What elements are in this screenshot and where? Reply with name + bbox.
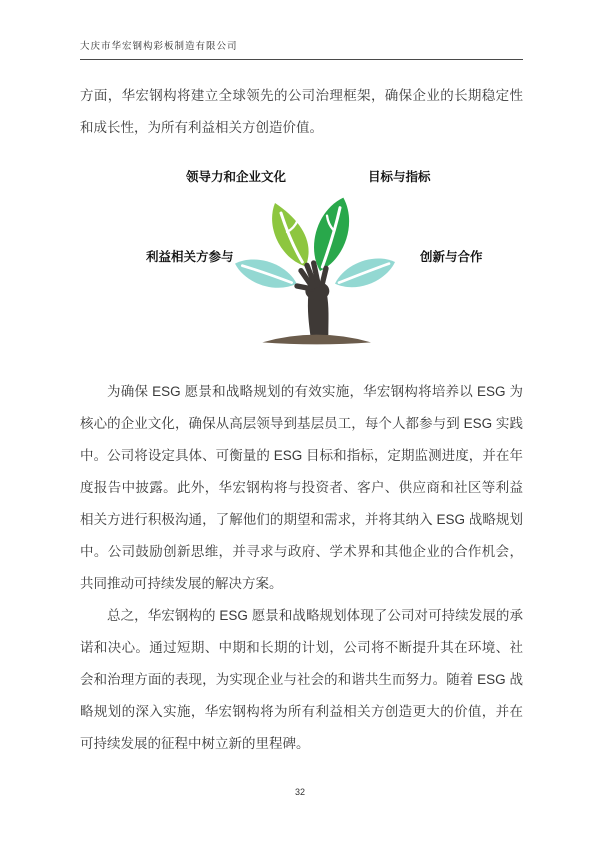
figure-label-innovation-cooperation: 创新与合作 xyxy=(420,250,483,264)
hand-trunk xyxy=(297,263,329,335)
figure-label-leadership-culture: 领导力和企业文化 xyxy=(186,170,287,184)
page-footer xyxy=(0,787,600,797)
ground-mound xyxy=(262,335,371,345)
figure-label-stakeholder-engagement: 利益相关方参与 xyxy=(146,250,234,264)
body-paragraph: 总之，华宏钢构的 ESG 愿景和战略规划体现了公司对可持续发展的承诺和决心。通过短期、中期和长期的计划，公司将不断提升其在环境、社会和治理方面的表现，为实现企业与社会的和谐共生而努力。随着 ESG 战略规划的深入实施，华宏钢构将为所有利益相关方创造更大的价值，并在可持续发展的征程中树立新的里程碑。 xyxy=(80,608,523,751)
page-body xyxy=(80,80,523,760)
company-name: 大庆市华宏钢构彩板制造有限公司 xyxy=(80,42,238,52)
page-header xyxy=(80,38,523,60)
body-paragraph: 为确保 ESG 愿景和战略规划的有效实施，华宏钢构将培养以 ESG 为核心的企业文化，确保从高层领导到基层员工，每个人都参与到 ESG 实践中。公司将设定具体、可衡量的 ESG 目标和指标，定期监测进度，并在年度报告中披露。此外，华宏钢构将与投资者、客户、供应商和社区等利益相关方进行积极沟通，了解他们的期望和需求，并将其纳入 ESG 战略规划中。公司鼓励创新思维，并寻求与政府、学术界和其他企业的合作机会，共同推动可持续发展的解决方案。 xyxy=(80,384,523,591)
hand-tree-icon xyxy=(225,187,405,347)
page-number: 32 xyxy=(294,787,305,797)
intro-paragraph: 方面，华宏钢构将建立全球领先的公司治理框架，确保企业的长期稳定性和成长性，为所有利益相关方创造价值。 xyxy=(80,88,523,135)
hand-finger xyxy=(322,268,326,286)
figure-label-goals-indicators: 目标与指标 xyxy=(368,170,431,184)
esg-tree-figure xyxy=(80,163,523,376)
